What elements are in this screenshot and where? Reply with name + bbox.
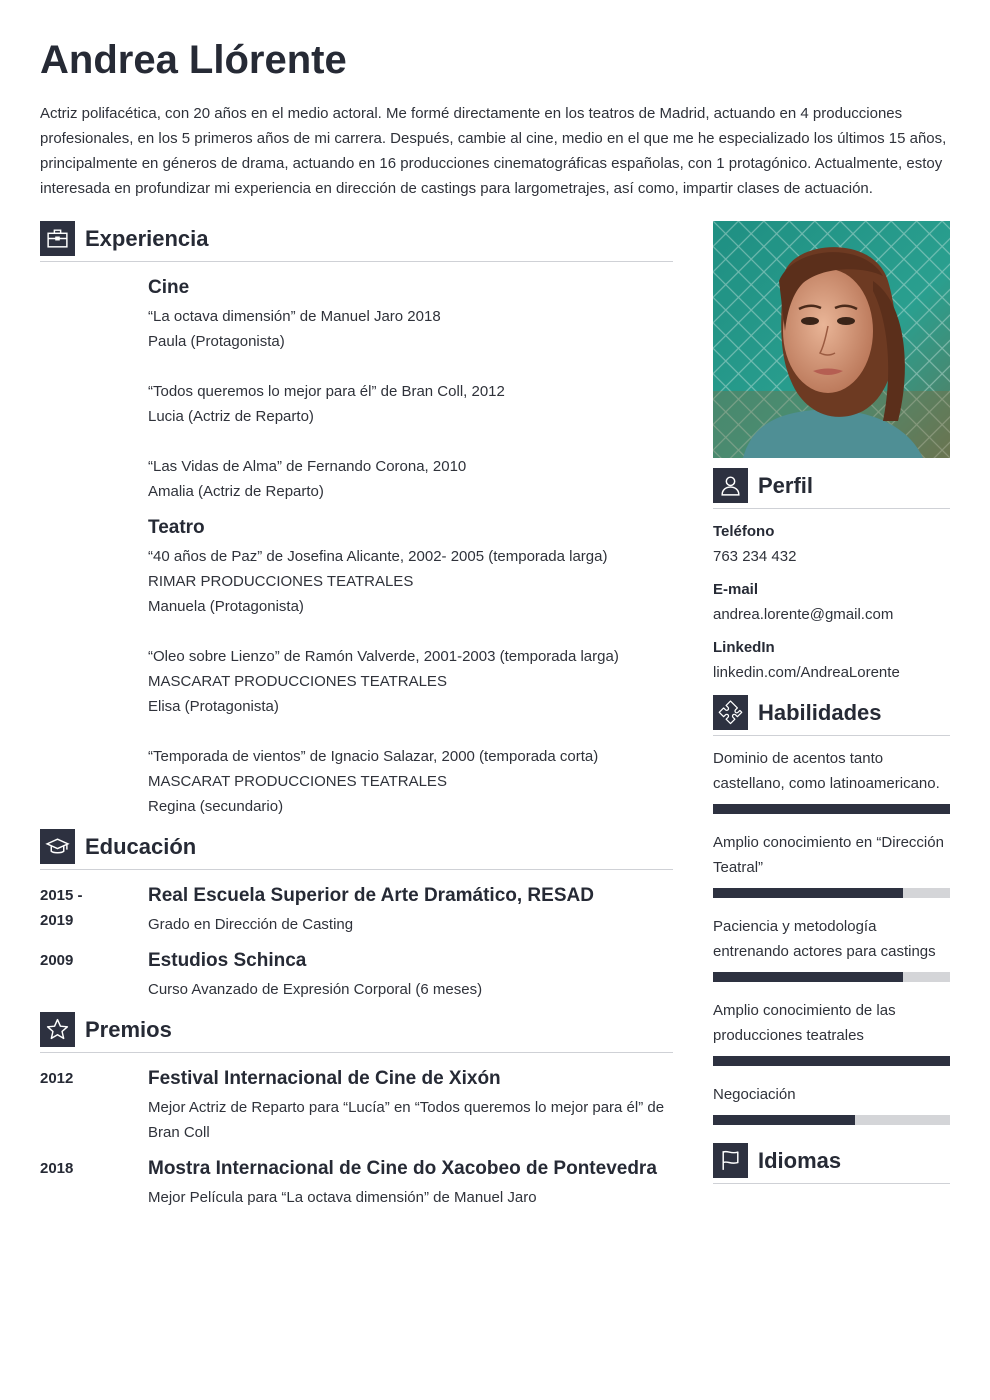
experience-title: Experiencia (85, 226, 209, 251)
briefcase-icon (40, 221, 75, 256)
skill-level-bar (713, 972, 950, 982)
skill-level-fill (713, 1056, 950, 1066)
skill-level-bar (713, 1115, 950, 1125)
star-icon (40, 1012, 75, 1047)
award-detail: Mejor Actriz de Reparto para “Lucía” en “Todos queremos lo mejor para él” de Bran Coll (148, 1099, 665, 1141)
skill-name: Amplio conocimiento de las producciones teatrales (713, 1002, 896, 1044)
cine-role: Amalia (Actriz de Reparto) (148, 483, 324, 500)
education-degree: Grado en Dirección de Casting (148, 916, 354, 933)
teatro-heading: Teatro (148, 517, 205, 538)
education-degree: Curso Avanzado de Expresión Corporal (6 meses) (148, 981, 483, 998)
profile-title: Perfil (758, 473, 814, 498)
phone-value: 763 234 432 (713, 548, 797, 565)
linkedin-value[interactable]: linkedin.com/AndreaLorente (713, 664, 900, 681)
skill-level-fill (713, 804, 950, 814)
skill-level-bar (713, 1056, 950, 1066)
candidate-name: Andrea Llórente (40, 38, 347, 82)
email-label: E-mail (713, 581, 759, 598)
teatro-role: Manuela (Protagonista) (148, 598, 304, 615)
cine-role: Paula (Protagonista) (148, 333, 285, 350)
user-icon (713, 468, 748, 503)
education-year: 2009 (40, 952, 74, 969)
teatro-work: “40 años de Paz” de Josefina Alicante, 2002- 2005 (temporada larga) (148, 548, 608, 565)
skill-level-fill (713, 972, 903, 982)
cine-heading: Cine (148, 277, 190, 298)
profile-photo (713, 221, 950, 458)
cine-work: “La octava dimensión” de Manuel Jaro 2018 (148, 308, 441, 325)
teatro-role: Elisa (Protagonista) (148, 698, 279, 715)
flag-icon (713, 1143, 748, 1178)
teatro-role: Regina (secundario) (148, 798, 284, 815)
linkedin-label: LinkedIn (713, 639, 775, 656)
puzzle-icon (713, 695, 748, 730)
skill-level-bar (713, 804, 950, 814)
summary-text: Actriz polifacética, con 20 años en el medio actoral. Me formé directamente en los teatros de Madrid, actuando en 4 producciones profesionales, en los 5 primeros años de mi carrera. Después, cambie al cine, medio en el que me he especializado los últimos 15 años, principalmente en géneros de drama, actuando en 16 producciones cinematográficas españolas, con 1 protagónico. Actualmente, estoy interesada en profundizar mi experiencia en dirección de castings para largometrajes, así como, impartir clases de actuación. (40, 105, 947, 197)
teatro-company: MASCARAT PRODUCCIONES TEATRALES (148, 773, 447, 790)
education-school: Estudios Schinca (148, 950, 307, 971)
graduation-cap-icon (40, 829, 75, 864)
skill-level-bar (713, 888, 950, 898)
skill-name: Amplio conocimiento en “Dirección Teatral” (713, 834, 944, 876)
award-event: Mostra Internacional de Cine do Xacobeo de Pontevedra (148, 1158, 657, 1179)
cine-work: “Todos queremos lo mejor para él” de Bran Coll, 2012 (148, 383, 505, 400)
education-section-header (40, 829, 673, 870)
cine-work: “Las Vidas de Alma” de Fernando Corona, 2010 (148, 458, 467, 475)
awards-section-header (40, 1012, 673, 1053)
skill-name: Negociación (713, 1086, 796, 1103)
teatro-work: “Oleo sobre Lienzo” de Ramón Valverde, 2001-2003 (temporada larga) (148, 648, 619, 665)
languages-section-header (713, 1143, 950, 1184)
phone-label: Teléfono (713, 523, 775, 540)
skills-section-header (713, 695, 950, 736)
award-event: Festival Internacional de Cine de Xixón (148, 1068, 501, 1089)
cine-role: Lucia (Actriz de Reparto) (148, 408, 314, 425)
skills-title: Habilidades (758, 700, 882, 725)
award-detail: Mejor Película para “La octava dimensión” de Manuel Jaro (148, 1189, 537, 1206)
education-title: Educación (85, 834, 197, 859)
skill-level-fill (713, 1115, 855, 1125)
email-value[interactable]: andrea.lorente@gmail.com (713, 606, 894, 623)
awards-title: Premios (85, 1017, 172, 1042)
teatro-company: MASCARAT PRODUCCIONES TEATRALES (148, 673, 447, 690)
skill-name: Paciencia y metodología entrenando actores para castings (713, 918, 936, 960)
education-school: Real Escuela Superior de Arte Dramático, RESAD (148, 885, 594, 906)
award-year: 2018 (40, 1160, 74, 1177)
education-year: 2019 (40, 912, 74, 929)
skill-name: Dominio de acentos tanto castellano, como latinoamericano. (713, 750, 940, 792)
skill-level-fill (713, 888, 903, 898)
profile-section-header (713, 468, 950, 509)
award-year: 2012 (40, 1070, 74, 1087)
languages-title: Idiomas (758, 1148, 842, 1173)
education-year: 2015 - (40, 887, 83, 904)
teatro-company: RIMAR PRODUCCIONES TEATRALES (148, 573, 414, 590)
teatro-work: “Temporada de vientos” de Ignacio Salazar, 2000 (temporada corta) (148, 748, 599, 765)
experience-section-header (40, 221, 673, 262)
